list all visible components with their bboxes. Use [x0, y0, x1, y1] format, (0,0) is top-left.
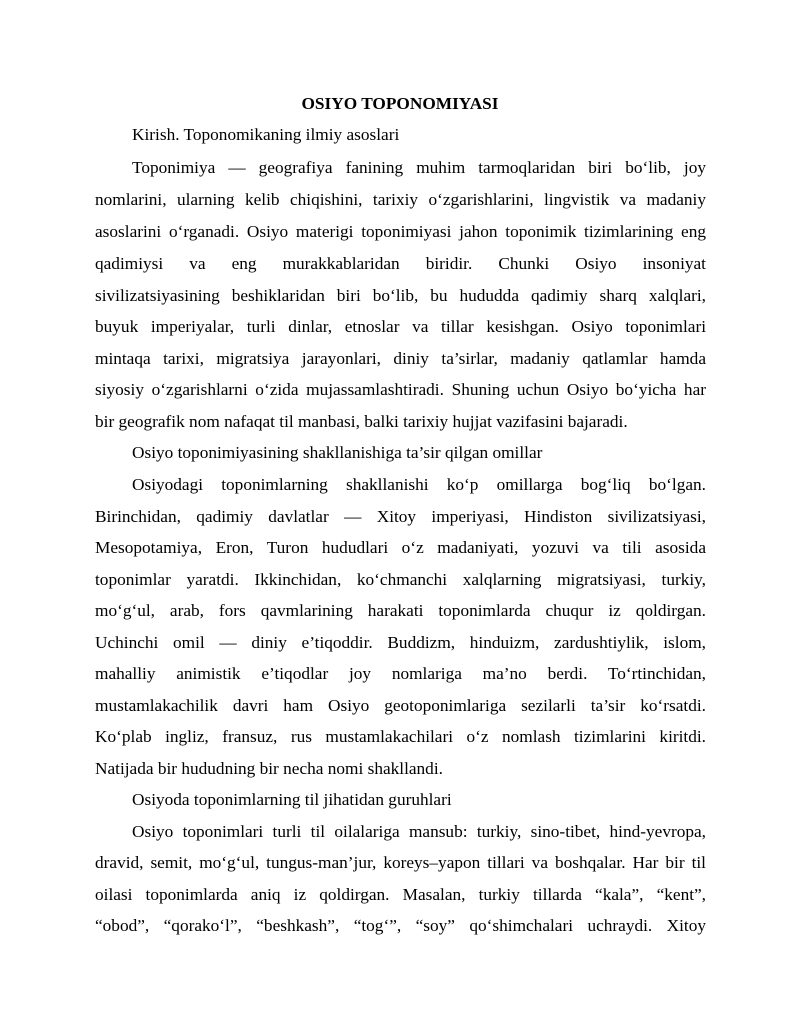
section-heading-introduction: Kirish. Toponomikaning ilmiy asoslari: [132, 125, 400, 144]
paragraph-line: Uchinchi omil — diniy e’tiqoddir. Buddizm, hinduizm, zardushtiylik, islom,: [95, 633, 706, 652]
paragraph-line: Osiyo toponimlari turli til oilalariga mansub: turkiy, sino-tibet, hind-yevropa,: [132, 822, 706, 841]
paragraph-line: Mesopotamiya, Eron, Turon hududlari o‘z madaniyati, yozuvi va tili asosida: [95, 538, 706, 557]
paragraph-line: toponimlar yaratdi. Ikkinchidan, ko‘chmanchi xalqlarning migratsiyasi, turkiy,: [95, 570, 706, 589]
paragraph-line: nomlarini, ularning kelib chiqishini, tarixiy o‘zgarishlarini, lingvistik va madaniy: [95, 190, 706, 209]
paragraph-line: Natijada bir hududning bir necha nomi shakllandi.: [95, 759, 443, 778]
paragraph-line: mintaqa tarixi, migratsiya jarayonlari, diniy ta’sirlar, madaniy qatlamlar hamda: [95, 349, 706, 368]
paragraph-line: Osiyodagi toponimlarning shakllanishi ko‘p omillarga bog‘liq bo‘lgan.: [132, 475, 706, 494]
paragraph-line: buyuk imperiyalar, turli dinlar, etnoslar va tillar kesishgan. Osiyo toponimlari: [95, 317, 706, 336]
paragraph-line: mahalliy animistik e’tiqodlar joy nomlariga ma’no berdi. To‘rtinchidan,: [95, 664, 706, 683]
paragraph-line: “obod”, “qorako‘l”, “beshkash”, “tog‘”, “soy” qo‘shimchalari uchraydi. Xitoy: [95, 916, 706, 935]
paragraph-line: sivilizatsiyasining beshiklaridan biri bo‘lib, bu hududda qadimiy sharq xalqlari,: [95, 286, 706, 305]
paragraph-line: Toponimiya — geografiya fanining muhim tarmoqlaridan biri bo‘lib, joy: [132, 158, 706, 177]
section-heading-factors: Osiyo toponimiyasining shakllanishiga ta’sir qilgan omillar: [132, 443, 543, 462]
paragraph-line: mustamlakachilik davri ham Osiyo geotoponimlariga sezilarli ta’sir ko‘rsatdi.: [95, 696, 706, 715]
paragraph-line: Ko‘plab ingliz, fransuz, rus mustamlakachilari o‘z nomlash tizimlarini kiritdi.: [95, 727, 706, 746]
paragraph-line: siyosiy o‘zgarishlarni o‘zida mujassamlashtiradi. Shuning uchun Osiyo bo‘yicha har: [95, 380, 706, 399]
section-heading-language-groups: Osiyoda toponimlarning til jihatidan guruhlari: [132, 790, 452, 809]
paragraph-line: Birinchidan, qadimiy davlatlar — Xitoy imperiyasi, Hindiston sivilizatsiyasi,: [95, 507, 706, 526]
paragraph-line: oilasi toponimlarda aniq iz qoldirgan. Masalan, turkiy tillarda “kala”, “kent”,: [95, 885, 706, 904]
paragraph-line: mo‘g‘ul, arab, fors qavmlarining harakati toponimlarda chuqur iz qoldirgan.: [95, 601, 706, 620]
paragraph-line: qadimiysi va eng murakkablaridan biridir. Chunki Osiyo insoniyat: [95, 254, 706, 273]
document-title: OSIYO TOPONOMIYASI: [301, 94, 499, 113]
paragraph-line: asoslarini o‘rganadi. Osiyo materigi toponimiyasi jahon toponimik tizimlarining eng: [95, 222, 706, 241]
paragraph-line: dravid, semit, mo‘g‘ul, tungus-man’jur, koreys–yapon tillari va boshqalar. Har bir til: [95, 853, 706, 872]
paragraph-line: bir geografik nom nafaqat til manbasi, balki tarixiy hujjat vazifasini bajaradi.: [95, 412, 628, 431]
